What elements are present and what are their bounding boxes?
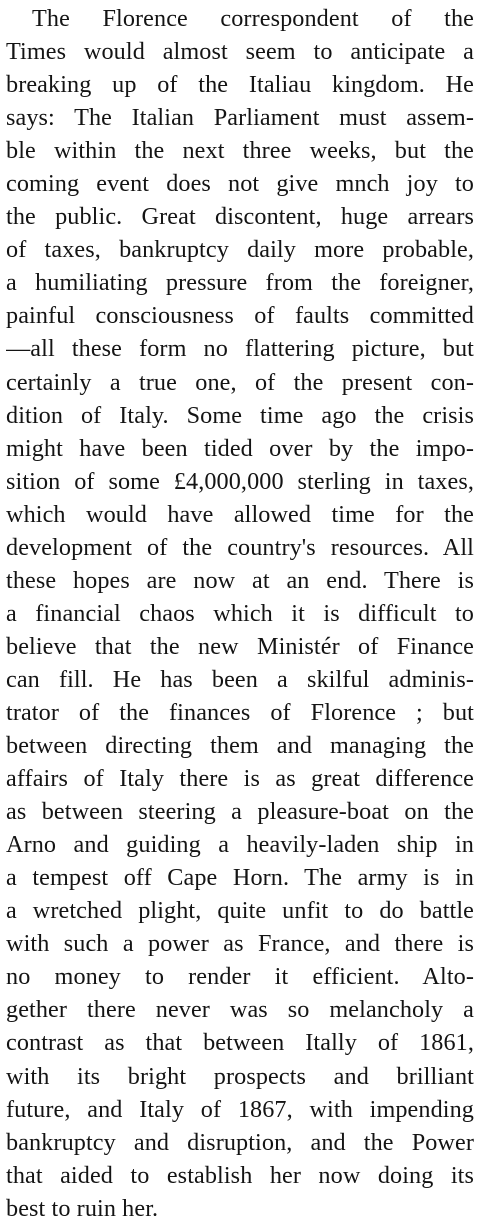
article-line: future, and Italy of 1867, with impending <box>6 1095 474 1123</box>
article-line: that aided to establish her now doing its <box>6 1161 474 1189</box>
article-line: as between steering a pleasure-boat on the <box>6 798 474 826</box>
article-line: which would have allowed time for the <box>6 500 474 528</box>
article-line: best to ruin her. <box>6 1194 159 1222</box>
article-line: no money to render it efficient. Alto- <box>6 963 474 991</box>
article-line: contrast as that between Itally of 1861, <box>6 1029 474 1057</box>
article-line: can fill. He has been a skilful adminis- <box>6 665 474 693</box>
article-line: says: The Italian Parliament must assem- <box>6 104 474 132</box>
article-line: painful consciousness of faults committed <box>6 302 474 330</box>
article-line: Arno and guiding a heavily-laden ship in <box>6 831 474 859</box>
article-line: bankruptcy and disruption, and the Power <box>6 1128 474 1156</box>
article-line: believe that the new Ministér of Finance <box>6 632 474 660</box>
article-line: The Florence correspondent of the <box>32 5 474 32</box>
article-line: a humiliating pressure from the foreigner, <box>6 269 474 297</box>
article-line: affairs of Italy there is as great difference <box>6 765 474 793</box>
article-line: ble within the next three weeks, but the <box>6 137 474 165</box>
article-line: dition of Italy. Some time ago the crisis <box>6 401 474 429</box>
article-line: with its bright prospects and brilliant <box>6 1062 474 1090</box>
article-line: sition of some £4,000,000 sterling in taxes, <box>6 467 474 495</box>
article-line: breaking up of the Italiau kingdom. He <box>6 71 474 99</box>
article-line: coming event does not give mnch joy to <box>6 170 474 198</box>
article-line: a tempest off Cape Horn. The army is in <box>6 864 474 892</box>
article-line: might have been tided over by the impo- <box>6 434 474 462</box>
article-line: development of the country's resources. All <box>6 533 474 561</box>
article-line: the public. Great discontent, huge arrears <box>6 203 474 231</box>
article-line: these hopes are now at an end. There is <box>6 566 474 594</box>
article-line: a financial chaos which it is difficult to <box>6 599 474 627</box>
article-line: gether there never was so melancholy a <box>6 996 474 1024</box>
article-line: trator of the finances of Florence ; but <box>6 698 474 726</box>
article-line: —all these form no flattering picture, but <box>6 335 474 363</box>
article-line: certainly a true one, of the present con- <box>6 368 474 396</box>
article-line: between directing them and managing the <box>6 732 474 760</box>
article-line: a wretched plight, quite unfit to do battle <box>6 897 474 925</box>
article-line: with such a power as France, and there is <box>6 930 474 958</box>
article-line: of taxes, bankruptcy daily more probable, <box>6 236 474 264</box>
article-line: Times would almost seem to anticipate a <box>6 38 474 66</box>
article-column <box>6 2 474 1225</box>
